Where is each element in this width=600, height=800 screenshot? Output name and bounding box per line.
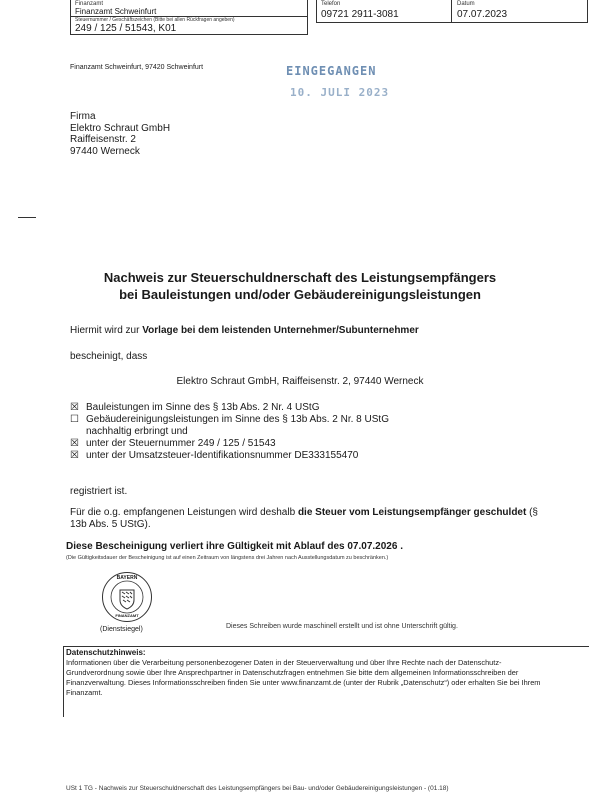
leistungen-paragraph	[70, 507, 540, 531]
address-line-3: Raiffeisenstr. 2	[70, 134, 136, 145]
received-stamp-title: EINGEGANGEN	[286, 64, 377, 78]
machine-generated-note: Dieses Schreiben wurde maschinell erstellt und ist ohne Unterschrift gültig.	[226, 623, 458, 630]
address-line-4: 97440 Werneck	[70, 145, 140, 157]
official-seal	[102, 572, 152, 622]
finanzamt-label: Finanzamt	[75, 1, 104, 7]
criteria-item-steuernummer	[70, 438, 389, 450]
privacy-heading: Datenschutzhinweis:	[66, 648, 146, 657]
address-line-1: Firma	[70, 111, 96, 122]
privacy-text: Informationen über die Verarbeitung personenbezogener Daten in der Steuerverwaltung und über Ihre Rechte nach der Datenschutz-Grundverordnung sowie über Ihre Ansprechpartner in Datenschutzfragen entnehmen Sie bitte dem allgemeinen Informationsschreiben der Finanzverwaltung. Dieses Informationsschreiben finden Sie unter www.finanzamt.de (unter der Rubrik „Datenschutz“) oder erhalten Sie bei Ihrem Finanzamt.	[66, 658, 541, 697]
steuernummer-value: 249 / 125 / 51543, K01	[75, 23, 177, 34]
criteria-text-bauleistungen: Bauleistungen im Sinne des § 13b Abs. 2 Nr. 4 UStG	[86, 402, 320, 413]
company-line: Elektro Schraut GmbH, Raiffeisenstr. 2, 97440 Werneck	[176, 376, 424, 387]
intro-text	[70, 325, 419, 336]
criteria-item-bauleistungen	[70, 402, 389, 414]
telefon-value: 09721 2911-3081	[321, 9, 399, 20]
sender-line: Finanzamt Schweinfurt, 97420 Schweinfurt	[70, 64, 204, 71]
registriert-text: registriert ist.	[70, 486, 128, 497]
datum-label: Datum	[457, 1, 475, 7]
form-footer: USt 1 TG - Nachweis zur Steuerschuldnerschaft des Leistungsempfängers bei Bau- und/oder Gebäudereinigungsleistungen - (01.18)	[66, 785, 449, 792]
criteria-item-gebaeudereinigung	[70, 414, 389, 426]
seal-bottom-text: FINANZAMT	[115, 613, 139, 618]
seal-top-text: BAYERN	[116, 575, 138, 581]
header-finanzamt-box	[70, 0, 308, 35]
datum-value: 07.07.2023	[457, 9, 508, 20]
leistungen-bold: die Steuer vom Leistungsempfänger geschuldet	[297, 507, 527, 518]
bescheinigt-text: bescheinigt, dass	[70, 351, 148, 362]
intro-bold: Vorlage bei dem leistenden Unternehmer/Subunternehmer	[142, 325, 419, 336]
criteria-list	[70, 402, 389, 462]
checkbox-gebaeudereinigung: ☐	[70, 414, 79, 425]
validity-note: (Die Gültigkeitsdauer der Bescheinigung ist auf einen Zeitraum von längstens drei Jahren nach Ausstellungsdatum zu beschränken.)	[66, 555, 389, 561]
checkbox-steuernummer: ☒	[70, 438, 79, 449]
header-contact-box	[316, 0, 588, 23]
criteria-item-nachhaltig	[70, 426, 389, 438]
fold-mark	[18, 217, 36, 218]
criteria-text-ustid: unter der Umsatzsteuer-Identifikationsnummer DE333155470	[86, 450, 359, 461]
privacy-notice-box	[63, 646, 589, 717]
intro-prefix: Hiermit wird zur	[70, 325, 143, 336]
document-title-line-1: Nachweis zur Steuerschuldnerschaft des Leistungsempfängers	[103, 270, 497, 285]
finanzamt-name: Finanzamt Schweinfurt	[75, 7, 157, 16]
seal-caption: (Dienstsiegel)	[100, 626, 143, 633]
validity-statement: Diese Bescheinigung verliert ihre Gültigkeit mit Ablauf des 07.07.2026 .	[66, 541, 403, 552]
steuernummer-label: Steuernummer / Geschäftszeichen (Bitte bei allen Rückfragen angeben)	[75, 17, 235, 23]
document-title-line-2: bei Bauleistungen und/oder Gebäudereinigungsleistungen	[119, 287, 481, 302]
telefon-label: Telefon	[321, 1, 341, 7]
checkbox-bauleistungen: ☒	[70, 402, 79, 413]
address-line-2: Elektro Schraut GmbH	[70, 122, 171, 134]
criteria-item-ustid	[70, 450, 389, 462]
leistungen-prefix: Für die o.g. empfangenen Leistungen wird deshalb	[70, 507, 298, 518]
criteria-text-steuernummer: unter der Steuernummer 249 / 125 / 51543	[86, 438, 276, 449]
criteria-text-gebaeudereinigung: Gebäudereinigungsleistungen im Sinne des § 13b Abs. 2 Nr. 8 UStG	[86, 414, 389, 425]
leistungen-suffix: (§ 13b Abs. 5 UStG).	[70, 507, 538, 530]
checkbox-ustid: ☒	[70, 450, 79, 461]
criteria-text-nachhaltig: nachhaltig erbringt und	[86, 426, 188, 437]
recipient-address	[70, 111, 170, 157]
received-stamp-date: 10. JULI 2023	[290, 86, 390, 99]
